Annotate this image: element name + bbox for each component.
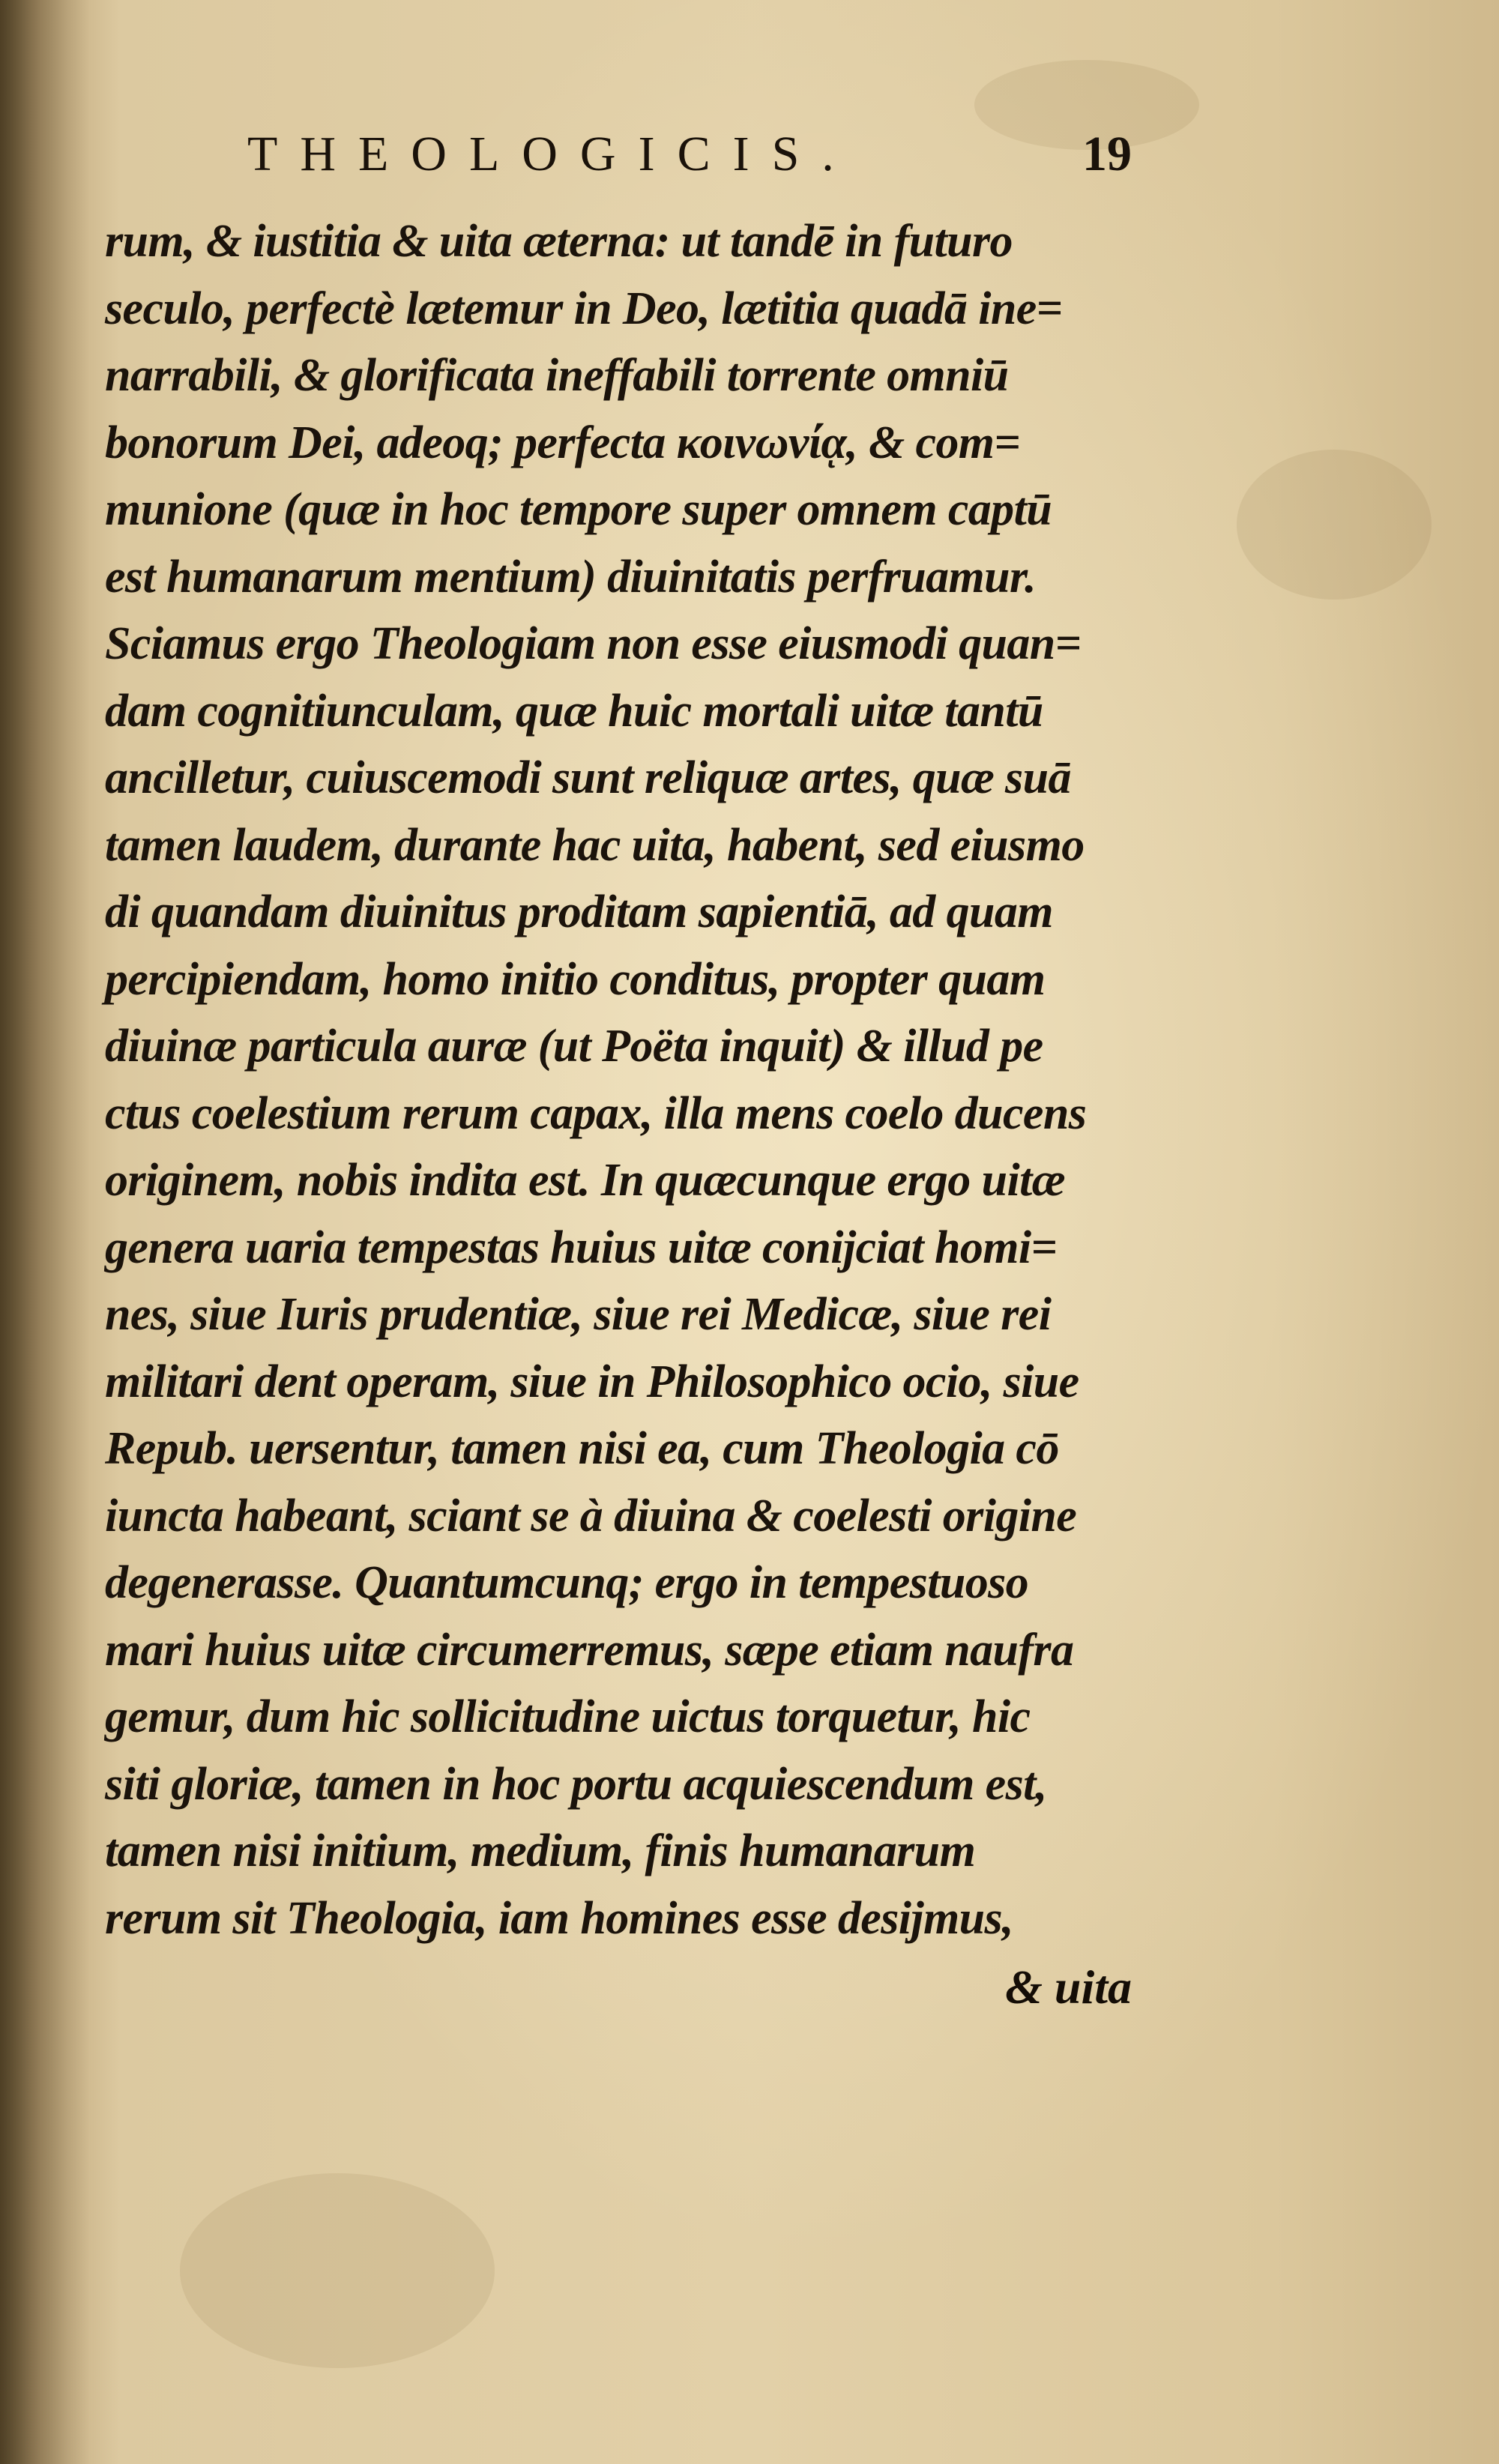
text-line: degenerasse. Quantumcunq; ergo in tempestuoso [105,1557,1029,1608]
text-line: mari huius uitæ circumerremus, sæpe etiam naufra [105,1624,1074,1676]
running-title: THEOLOGICIS. [247,127,857,181]
text-line: di quandam diuinitus proditam sapientiā, ad quam [105,887,1053,937]
text-line: nes, siue Iuris prudentiæ, siue rei Medicæ, siue rei [105,1289,1052,1340]
gutter-shadow [0,0,90,2464]
paper-stain [1237,450,1432,600]
text-line: gemur, dum hic sollicitudine uictus torquetur, hic [105,1691,1031,1742]
page-number: 19 [1082,127,1132,181]
text-line: militari dent operam, siue in Philosophico ocio, siue [105,1356,1079,1407]
catchword: & uita [1005,1960,1132,2014]
text-line: tamen laudem, durante hac uita, habent, sed eiusmo [105,819,1085,871]
text-line: Repub. uersentur, tamen nisi ea, cum Theologia cō [105,1423,1059,1474]
text-line: bonorum Dei, adeoq; perfecta κοινωνίᾳ, & com= [105,417,1021,468]
text-line: diuinæ particula auræ (ut Poëta inquit) & illud pe [105,1021,1043,1072]
text-line: ancilletur, cuiuscemodi sunt reliquæ artes, quæ suā [105,752,1071,803]
page-header [247,126,1132,208]
paper-stain [180,2173,495,2368]
text-line: siti gloriæ, tamen in hoc portu acquiescendum est, [105,1758,1047,1810]
text-line: rum, & iustitia & uita æterna: ut tandē in futuro [105,216,1013,267]
text-line: rerum sit Theologia, iam homines esse desijmus, [105,1892,1013,1944]
text-line: percipiendam, homo initio conditus, propter quam [105,953,1046,1005]
text-line: narrabili, & glorificata ineffabili torrente omniū [105,350,1009,401]
text-line: ctus coelestium rerum capax, illa mens coelo ducens [105,1087,1087,1139]
text-line: tamen nisi initium, medium, finis humanarum [105,1826,976,1876]
text-line: seculo, perfectè lætemur in Deo, lætitia quadā ine= [105,283,1063,334]
text-line: originem, nobis indita est. In quæcunque ergo uitæ [105,1155,1065,1206]
text-line: iuncta habeant, sciant se à diuina & coelesti origine [105,1490,1077,1541]
text-line: est humanarum mentium) diuinitatis perfruamur. [105,551,1037,603]
text-line: munione (quæ in hoc tempore super omnem captū [105,484,1052,535]
text-line: dam cognitiunculam, quæ huic mortali uitæ tantū [105,685,1043,737]
text-line: Sciamus ergo Theologiam non esse eiusmodi quan= [105,618,1082,669]
text-line: genera uaria tempestas huius uitæ conijciat homi= [105,1222,1058,1273]
body-text [105,208,1117,1952]
